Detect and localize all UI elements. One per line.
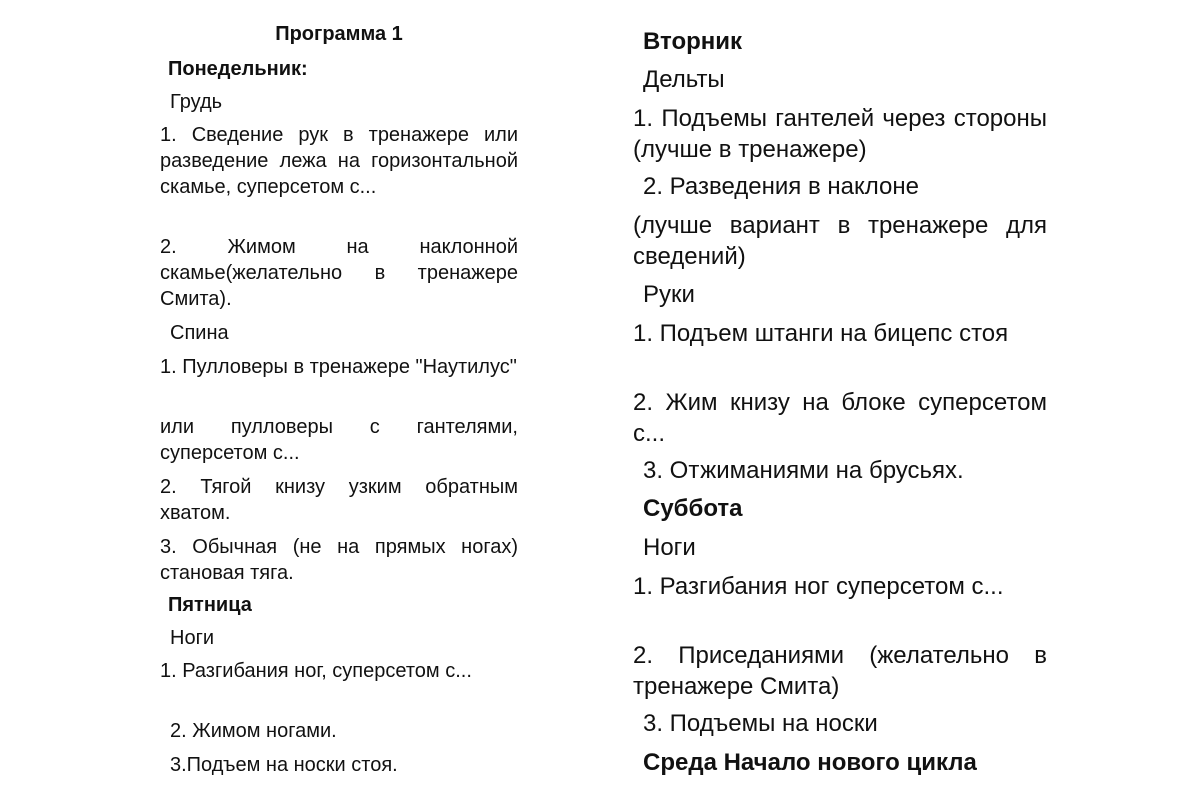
- day-heading-saturday: Суббота: [643, 495, 743, 522]
- exercise-chest-1: 1. Сведение рук в тренажере или разведение лежа на горизонтальной скамье, суперсетом с...: [160, 124, 518, 198]
- group-heading-delts: Дельты: [643, 66, 725, 93]
- group-heading-arms: Руки: [643, 281, 695, 308]
- group-heading-legs: Ноги: [170, 627, 215, 649]
- exercise-delts-2-note: (лучше вариант в тренажере для сведений): [633, 212, 1047, 270]
- exercise-arms-3: 3. Отжиманиями на брусьях.: [643, 457, 964, 484]
- group-heading-back: Спина: [170, 322, 229, 344]
- exercise-back-3: 3. Обычная (не на прямых ногах) становая тяга.: [160, 536, 518, 584]
- exercise-delts-1: 1. Подъемы гантелей через стороны (лучше в тренажере): [633, 105, 1047, 163]
- exercise-legs-2: 2. Жимом ногами.: [170, 720, 337, 742]
- exercise-arms-2: 2. Жим книзу на блоке суперсетом с...: [633, 389, 1047, 447]
- exercise-legs-3: 3.Подъем на носки стоя.: [170, 754, 398, 776]
- exercise-legs-sat-1: 1. Разгибания ног суперсетом с...: [633, 573, 1004, 600]
- exercise-chest-2: 2. Жимом на наклонной скамье(желательно в тренажере Смита).: [160, 236, 518, 310]
- group-heading-legs-saturday: Ноги: [643, 534, 696, 561]
- exercise-legs-sat-3: 3. Подъемы на носки: [643, 710, 878, 737]
- exercise-legs-sat-2: 2. Приседаниями (желательно в тренажере Смита): [633, 642, 1047, 700]
- program-title: Программа 1: [275, 23, 403, 45]
- exercise-legs-1: 1. Разгибания ног, суперсетом с...: [160, 660, 472, 682]
- exercise-back-1-continued: или пулловеры с гантелями, суперсетом с...: [160, 416, 518, 464]
- footer-next-cycle: Среда Начало нового цикла: [643, 749, 977, 776]
- exercise-back-2: 2. Тягой книзу узким обратным хватом.: [160, 476, 518, 524]
- exercise-delts-2: 2. Разведения в наклоне: [643, 173, 919, 200]
- day-heading-tuesday: Вторник: [643, 28, 743, 55]
- day-heading-monday: Понедельник:: [168, 58, 308, 80]
- day-heading-friday: Пятница: [168, 594, 252, 616]
- group-heading-chest: Грудь: [170, 91, 223, 113]
- exercise-arms-1: 1. Подъем штанги на бицепс стоя: [633, 320, 1009, 347]
- exercise-back-1: 1. Пулловеры в тренажере "Наутилус": [160, 356, 517, 378]
